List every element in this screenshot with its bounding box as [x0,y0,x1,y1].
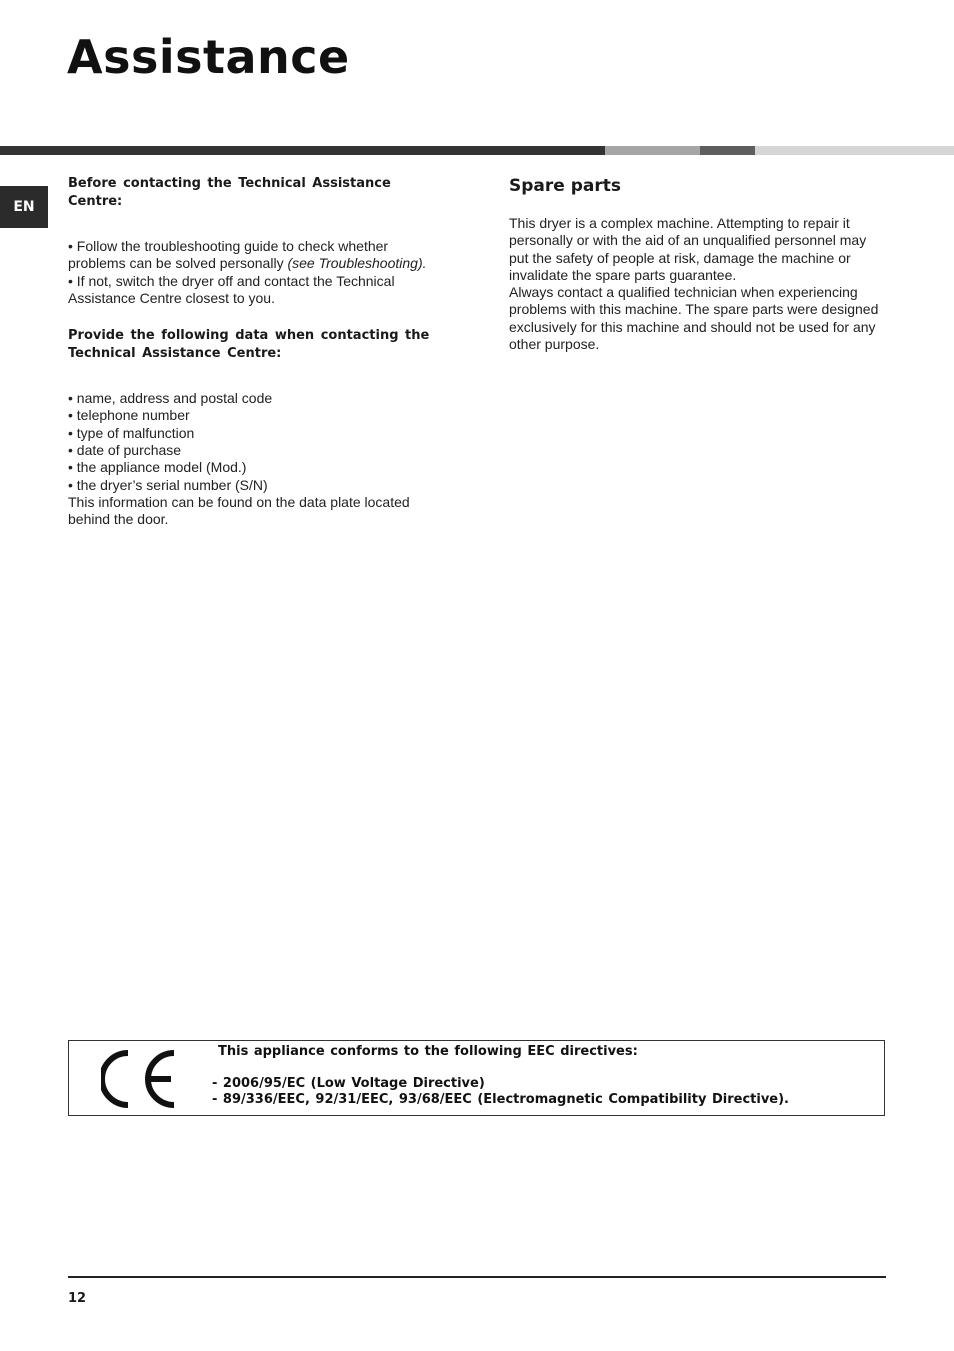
list-item: • date of purchase [68,442,182,459]
spare-parts-paragraph-1: This dryer is a complex machine. Attempting to repair it personally or with the aid of an unqualified personnel may put the safety of people at risk, damage the machine or invalidate the spare parts guarantee. [509,215,867,283]
spare-parts-paragraph-2: Always contact a qualified technician when experiencing problems with this machine. The spare parts were designed exclusively for this machine and should not be used for any other purpose. [509,284,879,353]
list-item: • type of malfunction [68,424,195,441]
list-item: • the appliance model (Mod.) [68,459,247,476]
conformity-heading: This appliance conforms to the following EEC directives: [218,1044,638,1059]
before-contacting-heading: Before contacting the Technical Assistance Centre: [68,176,391,209]
directive-low-voltage: - 2006/95/EC (Low Voltage Directive) [212,1076,485,1091]
right-column [509,175,889,353]
troubleshooting-step-text: • Follow the troubleshooting guide to check whether problems can be solved personally [68,238,389,272]
language-tab: EN [0,186,48,228]
list-item: • name, address and postal code [68,390,273,407]
header-bar-segment-light [755,146,954,155]
list-item: • the dryer’s serial number (S/N) [68,476,268,493]
page-number: 12 [68,1291,87,1306]
conformity-text [212,1044,789,1108]
page-title: Assistance [67,30,350,84]
left-column [68,175,448,529]
data-plate-note: This information can be found on the data plate located behind the door. [68,493,410,528]
troubleshooting-step [68,238,448,273]
troubleshooting-reference: (see Troubleshooting). [287,255,427,272]
footer-rule [68,1276,886,1278]
header-bar-segment-grey [700,146,755,155]
conformity-box [68,1040,885,1116]
header-bar-segment-mid [605,146,700,155]
header-color-bar [0,146,954,155]
list-item: • telephone number [68,407,190,424]
directive-emc: - 89/336/EEC, 92/31/EEC, 93/68/EEC (Electromagnetic Compatibility Directive). [212,1092,789,1107]
required-data-list [68,390,448,494]
contact-step: • If not, switch the dryer off and contact the Technical Assistance Centre closest to you. [68,272,395,306]
provide-data-heading: Provide the following data when contacting the Technical Assistance Centre: [68,328,430,362]
ce-mark-icon [101,1050,179,1108]
header-bar-segment-dark [0,146,605,155]
spare-parts-heading: Spare parts [509,176,621,196]
